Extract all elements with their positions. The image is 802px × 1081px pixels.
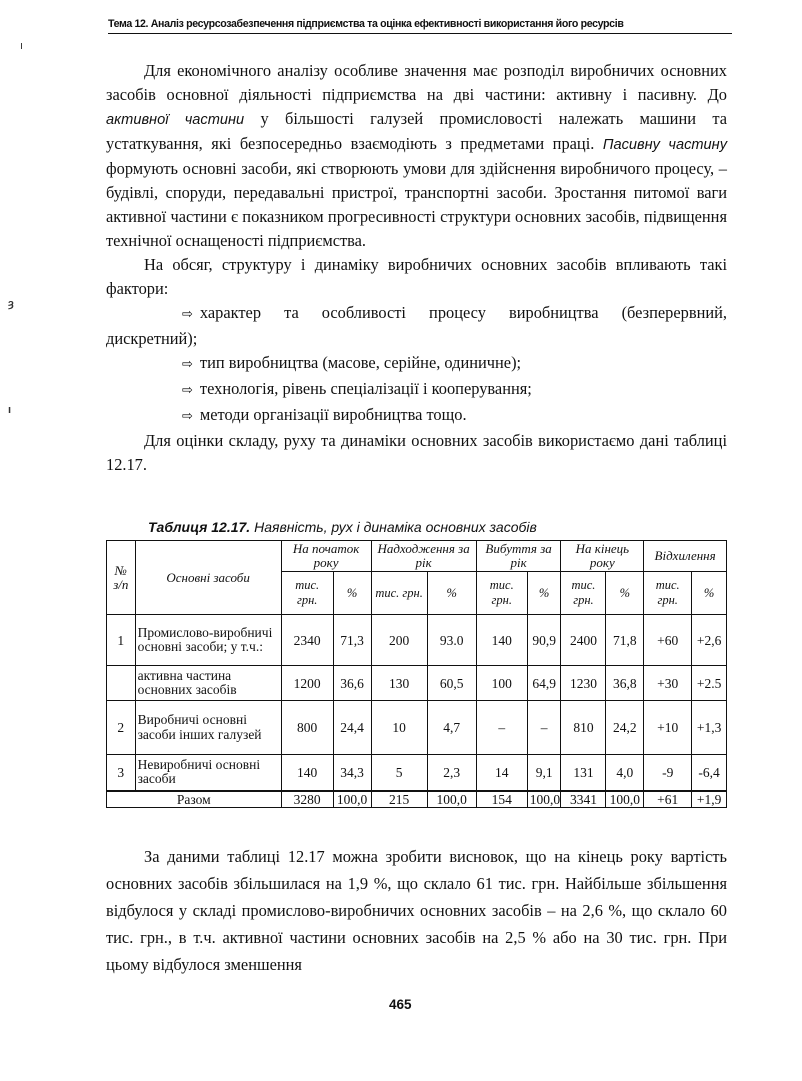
cell-value: 154 [476, 791, 527, 808]
cell-value: 93.0 [427, 615, 476, 666]
bullet-item [106, 351, 727, 377]
cell-value: – [527, 701, 561, 755]
cell-name: Виробничі основні засоби інших галузей [135, 701, 281, 755]
subheader-abs: тис. грн. [281, 572, 333, 615]
right-arrow-outline-icon: ⇨ [182, 357, 193, 372]
cell-value: 60,5 [427, 666, 476, 701]
paragraph-table-intro: Для оцінки складу, руху та динаміки основних засобів використаємо дані таблиці 12.17. [106, 431, 727, 474]
subheader-pct: % [692, 572, 727, 615]
cell-value: 24,2 [606, 701, 644, 755]
cell-value: 2400 [561, 615, 606, 666]
cell-value: +60 [644, 615, 692, 666]
body-text-upper [106, 59, 727, 477]
cell-value: 100 [476, 666, 527, 701]
cell-name: Промислово-виробничі основні засоби; у т.ч.: [135, 615, 281, 666]
subheader-abs: тис. грн. [371, 572, 427, 615]
margin-mark: ȝ [8, 298, 14, 310]
cell-number: 2 [107, 701, 136, 755]
subheader-abs: тис. грн. [476, 572, 527, 615]
bullet-item [106, 301, 727, 351]
table-row [107, 701, 727, 755]
cell-number [107, 666, 136, 701]
cell-value: 3341 [561, 791, 606, 808]
cell-value: – [476, 701, 527, 755]
paragraph-text: Для економічного аналізу особливе значення має розподіл виробничих основних засобів основної діяльності підприємства на дві частини: активну і пасивну. До [106, 61, 727, 104]
cell-value: 140 [476, 615, 527, 666]
cell-number: 3 [107, 755, 136, 791]
subheader-pct: % [333, 572, 371, 615]
cell-total-label: Разом [107, 791, 282, 808]
right-arrow-outline-icon: ⇨ [182, 307, 193, 322]
bullet-text: тип виробництва (масове, серійне, одиничне); [199, 353, 522, 372]
paragraph-text: у більшості галузей промисловості належать машини та устаткування, які безпосередньо взаємодіють з предметами праці. [106, 109, 727, 153]
paragraph-active-passive [106, 59, 727, 253]
header-assets: Основні засоби [135, 541, 281, 615]
cell-value: 100,0 [527, 791, 561, 808]
paragraph-factors-intro: На обсяг, структуру і динаміку виробничих основних засобів впливають такі фактори: [106, 255, 727, 298]
cell-value: 131 [561, 755, 606, 791]
paragraph-text: формують основні засоби, які створюють умови для здійснення виробничого процесу, – будівлі, споруди, передавальні пристрої, транспортні засоби. Зростання питомої ваги активної частини є показником прогресивності структури основних засобів, підвищення технічної оснащеності підприємства. [106, 159, 727, 250]
margin-mark: ı [20, 40, 24, 52]
cell-value: 1200 [281, 666, 333, 701]
running-header: Тема 12. Аналіз ресурсозабезпечення підприємства та оцінка ефективності використання його ресурсів [108, 18, 732, 34]
header-end-of-year: На кінець року [561, 541, 644, 572]
cell-value: 215 [371, 791, 427, 808]
cell-value: 200 [371, 615, 427, 666]
bullet-text: методи організації виробництва тощо. [199, 405, 467, 424]
cell-value: 100,0 [606, 791, 644, 808]
header-receipts: Надходження за рік [371, 541, 476, 572]
cell-value: 100,0 [333, 791, 371, 808]
cell-value: 36,8 [606, 666, 644, 701]
cell-name: активна частина основних засобів [135, 666, 281, 701]
cell-value: +1,9 [692, 791, 727, 808]
cell-value: 34,3 [333, 755, 371, 791]
right-arrow-outline-icon: ⇨ [182, 409, 193, 424]
cell-value: 100,0 [427, 791, 476, 808]
cell-value: 71,3 [333, 615, 371, 666]
cell-value: +2,6 [692, 615, 727, 666]
cell-name: Невиробничі основні засоби [135, 755, 281, 791]
cell-value: 5 [371, 755, 427, 791]
subheader-abs: тис. грн. [561, 572, 606, 615]
cell-number: 1 [107, 615, 136, 666]
subheader-pct: % [427, 572, 476, 615]
header-deviation: Відхилення [644, 541, 727, 572]
cell-value: 9,1 [527, 755, 561, 791]
header-disposals: Вибуття за рік [476, 541, 561, 572]
bullet-item [106, 403, 727, 429]
page-number: 465 [389, 997, 412, 1012]
cell-value: +61 [644, 791, 692, 808]
body-text-lower [106, 843, 727, 978]
table-row [107, 666, 727, 701]
bullet-text: характер та особливості процесу виробництва (безперервний, дискретний); [106, 303, 727, 348]
subheader-abs: тис. грн. [644, 572, 692, 615]
cell-value: 24,4 [333, 701, 371, 755]
cell-value: 800 [281, 701, 333, 755]
cell-value: 3280 [281, 791, 333, 808]
cell-value: +30 [644, 666, 692, 701]
cell-value: 71,8 [606, 615, 644, 666]
cell-value: +2.5 [692, 666, 727, 701]
cell-value: 10 [371, 701, 427, 755]
cell-value: 14 [476, 755, 527, 791]
subheader-pct: % [606, 572, 644, 615]
cell-value: 4,0 [606, 755, 644, 791]
table-row [107, 755, 727, 791]
table-caption-label: Таблиця 12.17. [148, 519, 251, 535]
bullet-text: технологія, рівень спеціалізації і кооперування; [199, 379, 532, 398]
table-row [107, 615, 727, 666]
header-start-of-year: На початок року [281, 541, 371, 572]
cell-value: 810 [561, 701, 606, 755]
header-number: № з/п [107, 541, 136, 615]
cell-value: -6,4 [692, 755, 727, 791]
margin-mark: ı [8, 404, 12, 416]
cell-value: 1230 [561, 666, 606, 701]
table-caption [148, 519, 537, 535]
emphasis-active-part: активної частини [106, 112, 245, 128]
cell-value: 130 [371, 666, 427, 701]
subheader-pct: % [527, 572, 561, 615]
cell-value: 140 [281, 755, 333, 791]
table-caption-title: Наявність, рух і динаміка основних засобів [250, 519, 537, 535]
cell-value: 4,7 [427, 701, 476, 755]
cell-value: 64,9 [527, 666, 561, 701]
cell-value: 2340 [281, 615, 333, 666]
cell-value: +10 [644, 701, 692, 755]
emphasis-passive-part: Пасивну частину [602, 137, 727, 153]
cell-value: +1,3 [692, 701, 727, 755]
table-total-row [107, 791, 727, 808]
cell-value: 36,6 [333, 666, 371, 701]
right-arrow-outline-icon: ⇨ [182, 383, 193, 398]
paragraph-conclusion: За даними таблиці 12.17 можна зробити висновок, що на кінець року вартість основних засобів збільшилася на 1,9 %, що склало 61 тис. грн. Найбільше збільшення відбулося у складі промислово-виробничих основних засобів – на 2,6 %, що склало 60 тис. грн., в т.ч. активної частини основних засобів на 2,5 % або на 30 тис. грн. При цьому відбулося зменшення [106, 847, 727, 974]
cell-value: -9 [644, 755, 692, 791]
fixed-assets-table [106, 540, 727, 808]
bullet-item [106, 377, 727, 403]
cell-value: 2,3 [427, 755, 476, 791]
cell-value: 90,9 [527, 615, 561, 666]
